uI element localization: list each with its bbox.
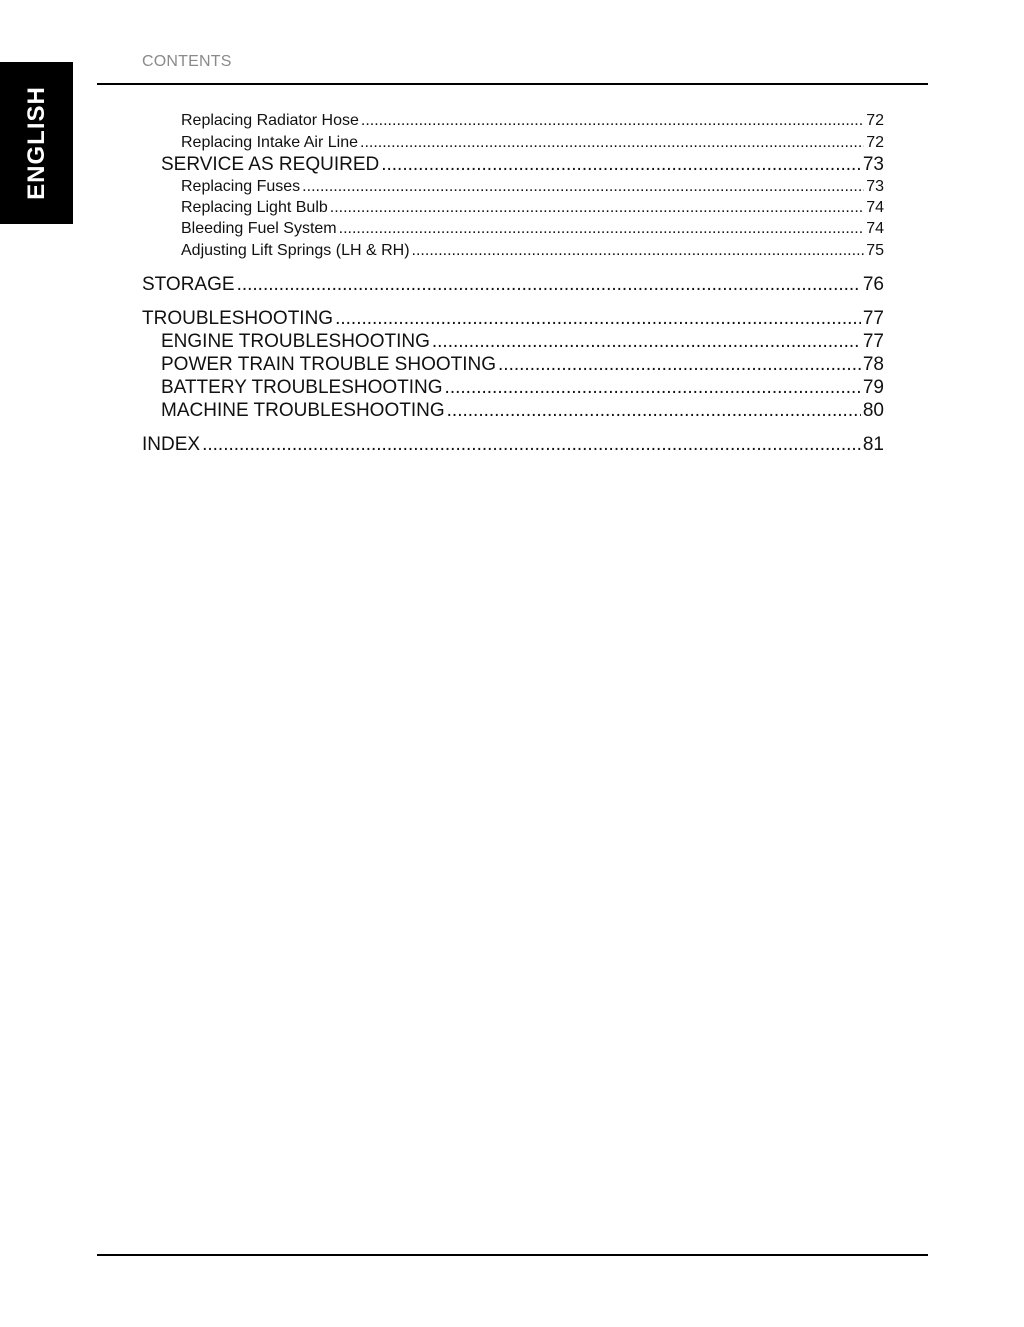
toc-leader-dots [361, 111, 864, 131]
toc-entry-bleeding-fuel-system[interactable] [181, 219, 884, 239]
toc-entry-page: 72 [866, 134, 884, 151]
toc-entry-title: Adjusting Lift Springs (LH & RH) [181, 242, 410, 259]
toc-entry-title: Replacing Fuses [181, 178, 301, 195]
toc-entry-title: SERVICE AS REQUIRED [161, 154, 380, 175]
toc-leader-dots [447, 399, 861, 422]
toc-entry-title: STORAGE [142, 274, 235, 295]
toc-entry-title: MACHINE TROUBLESHOOTING [161, 400, 445, 421]
toc-leader-dots [412, 241, 865, 261]
toc-entry-title: TROUBLESHOOTING [142, 308, 334, 329]
toc-entry-page: 74 [866, 199, 884, 216]
toc-entry-page: 77 [862, 331, 884, 352]
toc-entry-page: 77 [862, 308, 884, 329]
toc-entry-troubleshooting[interactable] [142, 307, 884, 330]
toc-entry-title: BATTERY TROUBLESHOOTING [161, 377, 443, 398]
page-header-title: CONTENTS [142, 53, 232, 70]
footer-divider [97, 1254, 928, 1256]
language-tab-label: ENGLISH [22, 86, 50, 200]
toc-entry-title: POWER TRAIN TROUBLE SHOOTING [161, 354, 497, 375]
toc-entry-page: 76 [862, 274, 884, 295]
toc-entry-page: 80 [862, 400, 884, 421]
toc-entry-power-train-trouble-shooting[interactable] [161, 353, 884, 376]
toc-leader-dots [360, 133, 864, 153]
toc-entry-battery-troubleshooting[interactable] [161, 376, 884, 399]
toc-entry-machine-troubleshooting[interactable] [161, 399, 884, 422]
toc-entry-title: ENGINE TROUBLESHOOTING [161, 331, 430, 352]
toc-entry-service-as-required[interactable] [161, 153, 884, 176]
toc-entry-storage[interactable] [142, 273, 884, 296]
toc-entry-page: 72 [866, 112, 884, 129]
toc-entry-title: Replacing Light Bulb [181, 199, 328, 216]
toc-entry-adjusting-lift-springs[interactable] [181, 241, 884, 261]
toc-entry-page: 75 [866, 242, 884, 259]
toc-entry-title: Replacing Radiator Hose [181, 112, 359, 129]
toc-leader-dots [498, 353, 861, 376]
toc-leader-dots [432, 330, 861, 353]
toc-entry-replacing-light-bulb[interactable] [181, 198, 884, 218]
toc-leader-dots [339, 219, 865, 239]
toc-entry-replacing-fuses[interactable] [181, 177, 884, 197]
toc-entry-page: 78 [862, 354, 884, 375]
toc-leader-dots [237, 273, 861, 296]
toc-entry-page: 79 [862, 377, 884, 398]
toc-leader-dots [335, 307, 861, 330]
toc-entry-page: 73 [862, 154, 884, 175]
toc-entry-title: Replacing Intake Air Line [181, 134, 358, 151]
toc-entry-replacing-intake-air-line[interactable] [181, 133, 884, 153]
toc-entry-title: INDEX [142, 434, 201, 455]
header-divider [97, 83, 928, 85]
toc-entry-engine-troubleshooting[interactable] [161, 330, 884, 353]
language-tab [0, 62, 73, 224]
toc-leader-dots [381, 153, 861, 176]
toc-entry-title: Bleeding Fuel System [181, 220, 337, 237]
toc-leader-dots [330, 198, 864, 218]
toc-entry-page: 81 [862, 434, 884, 455]
toc-entry-page: 73 [866, 178, 884, 195]
toc-entry-page: 74 [866, 220, 884, 237]
toc-leader-dots [302, 177, 864, 197]
toc-entry-replacing-radiator-hose[interactable] [181, 111, 884, 131]
toc-entry-index[interactable] [142, 433, 884, 456]
toc-leader-dots [202, 433, 861, 456]
toc-leader-dots [445, 376, 861, 399]
